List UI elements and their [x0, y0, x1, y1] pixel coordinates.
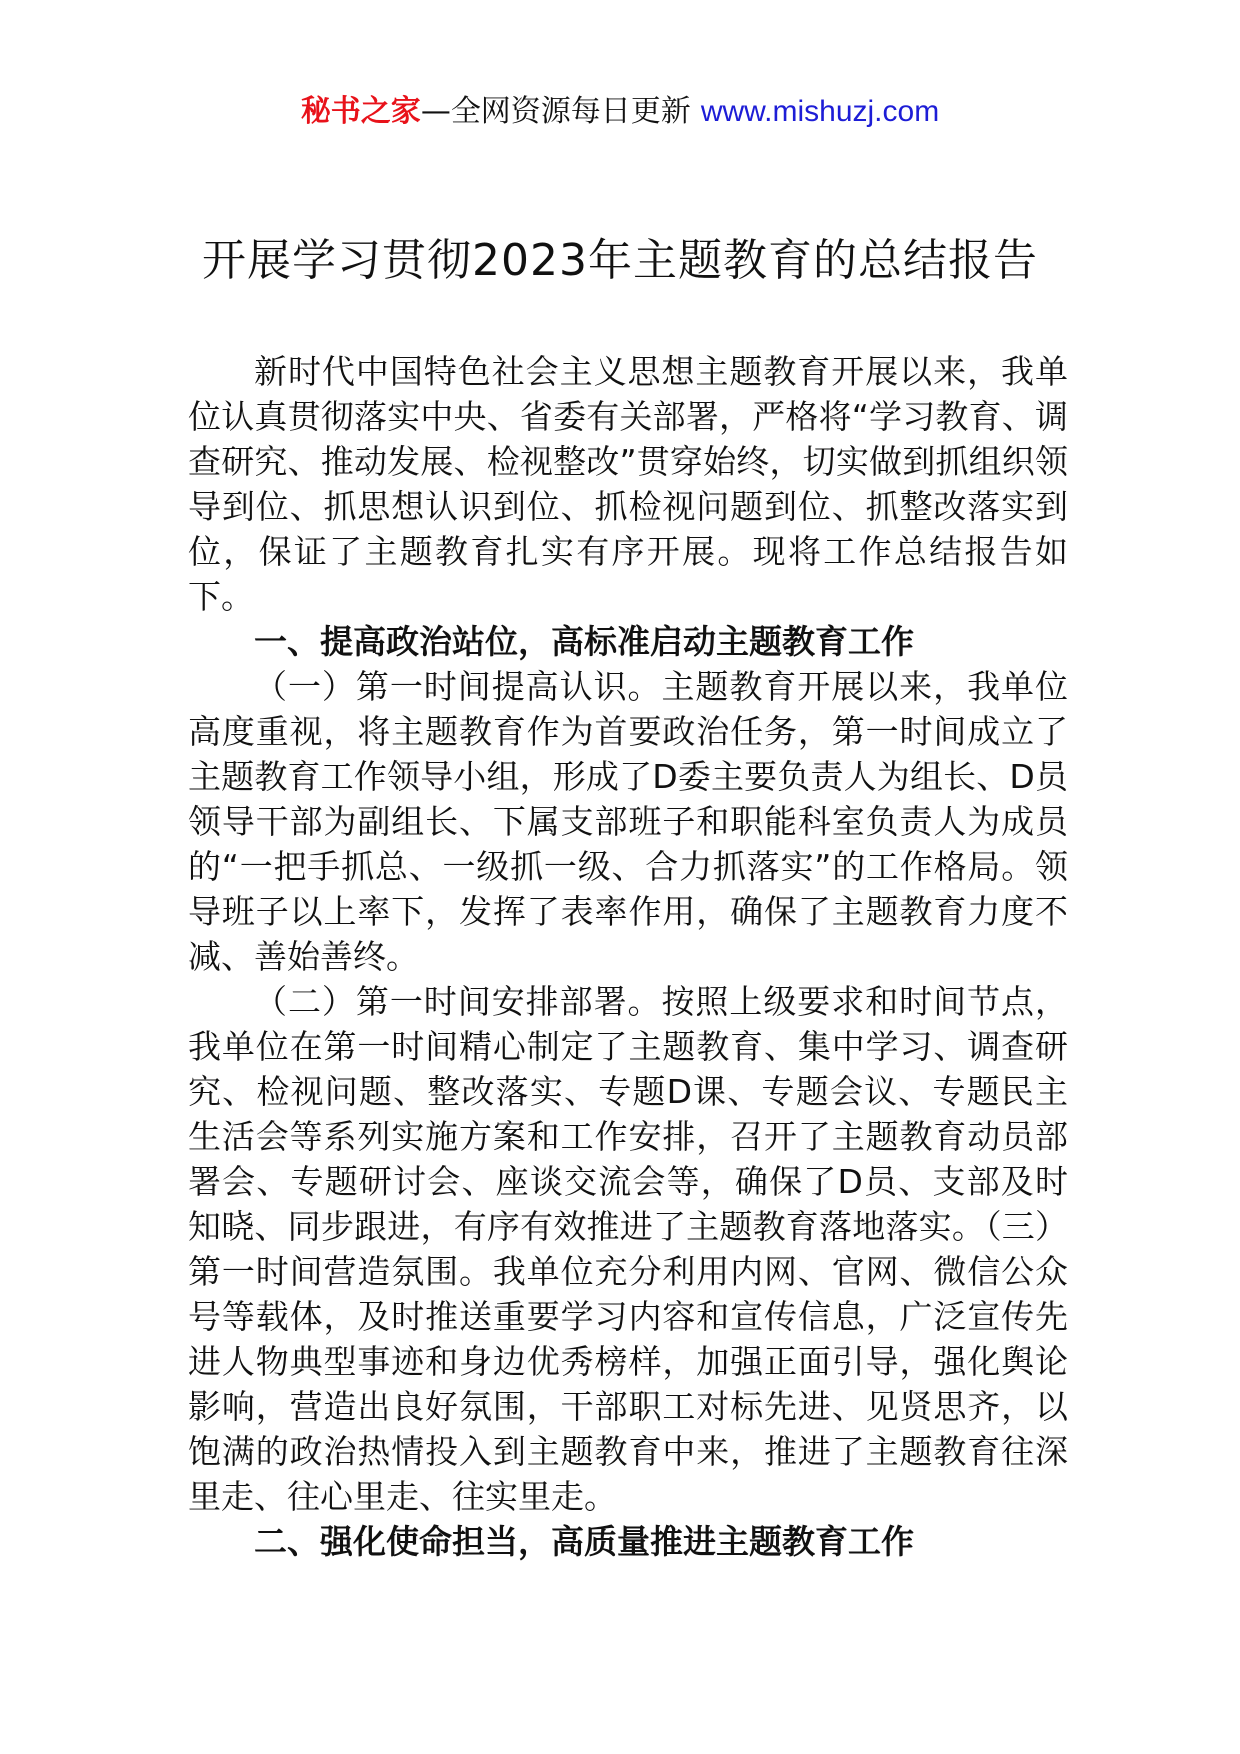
site-brand: 秘书之家	[300, 94, 421, 129]
document-body	[188, 349, 1068, 1564]
site-tagline: —全网资源每日更新	[420, 94, 691, 129]
document-title: 开展学习贯彻2023年主题教育的总结报告	[202, 235, 1038, 286]
site-url-link[interactable]: www.mishuzj.com	[700, 95, 940, 128]
section-heading-2: 二、强化使命担当，高质量推进主题教育工作	[254, 1522, 914, 1561]
site-header	[0, 92, 1240, 132]
section-heading-1: 一、提高政治站位，高标准启动主题教育工作	[254, 622, 914, 661]
paragraph-1-2: （二）第一时间安排部署。按照上级要求和时间节点，我单位在第一时间精心制定了主题教育、集中学习、调查研究、检视问题、整改落实、专题D课、专题会议、专题民主生活会等系列实施方案和工作安排，召开了主题教育动员部署会、专题研讨会、座谈交流会等，确保了D员、支部及时知晓、同步跟进，有序有效推进了主题教育落地落实。（三）第一时间营造氛围。我单位充分利用内网、官网、微信公众号等载体，及时推送重要学习内容和宣传信息，广泛宣传先进人物典型事迹和身边优秀榜样，加强正面引导，强化舆论影响，营造出良好氛围，干部职工对标先进、见贤思齐，以饱满的政治热情投入到主题教育中来，推进了主题教育往深里走、往心里走、往实里走。	[188, 982, 1068, 1516]
intro-paragraph: 新时代中国特色社会主义思想主题教育开展以来，我单位认真贯彻落实中央、省委有关部署，严格将“学习教育、调查研究、推动发展、检视整改”贯穿始终，切实做到抓组织领导到位、抓思想认识到位、抓检视问题到位、抓整改落实到位，保证了主题教育扎实有序开展。现将工作总结报告如下。	[188, 352, 1068, 616]
paragraph-1-1: （一）第一时间提高认识。主题教育开展以来，我单位高度重视，将主题教育作为首要政治任务，第一时间成立了主题教育工作领导小组，形成了D委主要负责人为组长、D员领导干部为副组长、下属支部班子和职能科室负责人为成员的“一把手抓总、一级抓一级、合力抓落实”的工作格局。领导班子以上率下，发挥了表率作用，确保了主题教育力度不减、善始善终。	[188, 667, 1068, 976]
